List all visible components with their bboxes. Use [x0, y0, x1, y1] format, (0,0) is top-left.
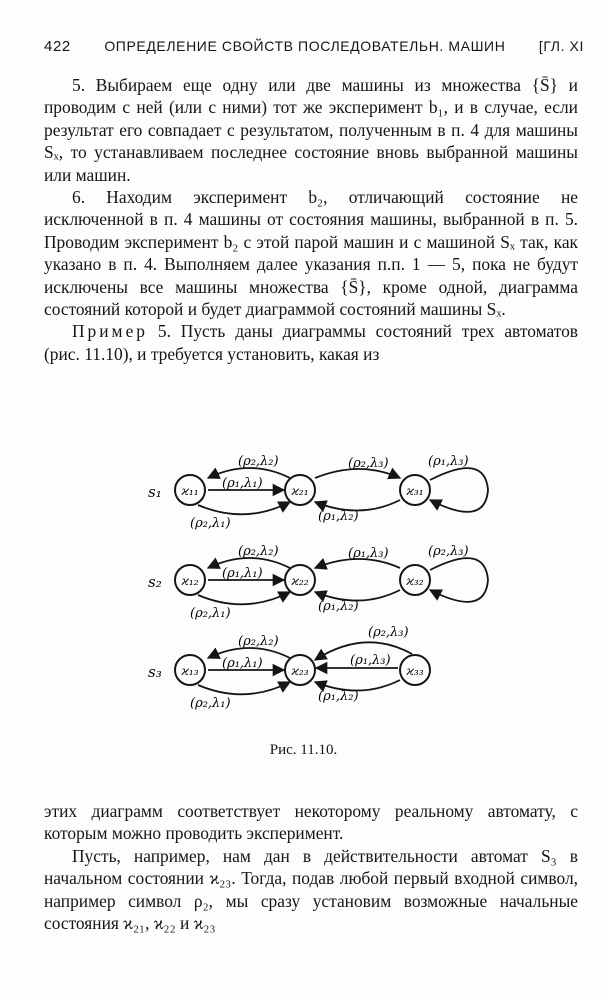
machine-s1: [148, 454, 488, 531]
machine-s3: [148, 625, 430, 711]
machine-label: s₂: [148, 573, 162, 591]
edge-label: (ρ₂,λ₂): [238, 544, 279, 559]
edge-label: (ρ₁,λ₁): [222, 566, 263, 581]
paragraph-example-walkthrough: Пусть, например, нам дан в действительности автомат S₃ в начальном состоянии ϰ₂₃. Тогда, подав любой первый входной символ, например символ ρ₂, мы сразу установим возможные начальные состояния ϰ₂₁, ϰ₂₂ и ϰ₂₃: [44, 845, 578, 934]
state-label: ϰ₂₃: [291, 664, 309, 678]
self-loop-arrow: [430, 558, 488, 602]
edge-label: (ρ₂,λ₂): [238, 634, 279, 649]
edge-label: (ρ₁,λ₃): [348, 546, 389, 561]
state-label: ϰ₁₂: [181, 574, 199, 588]
page-number: 422: [44, 38, 71, 55]
paragraph-continuation: этих диаграмм соответствует некоторому реальному автомату, с которым можно проводить эксперимент.: [44, 801, 578, 844]
edge-arrow: [198, 592, 290, 604]
edge-label: (ρ₁,λ₂): [318, 599, 359, 614]
state-label: ϰ₃₃: [406, 664, 424, 678]
state-label: ϰ₃₂: [406, 574, 424, 588]
edge-label: (ρ₁,λ₃): [350, 653, 391, 668]
edge-label: (ρ₂,λ₁): [190, 606, 231, 621]
state-label: ϰ₁₁: [181, 484, 199, 498]
state-label: ϰ₁₃: [181, 664, 199, 678]
edge-arrow: [198, 682, 290, 694]
edge-label: (ρ₂,λ₃): [348, 456, 389, 471]
edge-label: (ρ₂,λ₃): [368, 625, 409, 640]
edge-label: (ρ₂,λ₁): [190, 696, 231, 711]
chapter-marker: [ГЛ. XI: [538, 38, 584, 54]
body-text-bottom: [44, 800, 578, 934]
state-label: ϰ₃₁: [406, 484, 424, 498]
machine-label: s₃: [148, 663, 162, 681]
edge-label: (ρ₁,λ₂): [318, 509, 359, 524]
edge-label: (ρ₁,λ₁): [222, 656, 263, 671]
edge-label: (ρ₂,λ₁): [190, 516, 231, 531]
paragraph-step-6: 6. Находим эксперимент b₂, отличающий состояние не исключенной в п. 4 машины от состояния машины, выбранной в п. 5. Проводим эксперимент b₂ с этой парой машин и с машиной Sₓ так, как указано в п. 4. Выполняем далее указания п.п. 1 — 5, пока не будут исключены все машины множества {S̄}, кроме одной, диаграмма состояний которой и будет диаграммой состояний машины Sₓ.: [44, 187, 578, 320]
machine-s2: [148, 544, 488, 621]
example-label: Пример: [72, 321, 148, 342]
edge-arrow: [198, 502, 290, 514]
body-text-top: [44, 74, 578, 365]
paragraph-example: [44, 320, 578, 365]
state-label: ϰ₂₂: [291, 574, 309, 588]
edge-label: (ρ₁,λ₁): [222, 476, 263, 491]
running-header: [44, 38, 584, 55]
edge-label: (ρ₁,λ₂): [318, 689, 359, 704]
running-title: ОПРЕДЕЛЕНИЕ СВОЙСТВ ПОСЛЕДОВАТЕЛЬН. МАШИН: [104, 38, 506, 54]
edge-label: (ρ₂,λ₂): [238, 454, 279, 469]
state-label: ϰ₂₁: [291, 484, 309, 498]
figure-caption: Рис. 11.10.: [269, 742, 338, 758]
machine-label: s₁: [148, 483, 162, 501]
edge-label: (ρ₂,λ₃): [428, 544, 469, 559]
example-text: 5. Пусть даны диаграммы состояний трех автоматов (рис. 11.10), и требуется установить, какая из: [44, 321, 578, 364]
edge-label: (ρ₁,λ₃): [428, 454, 469, 469]
self-loop-arrow: [430, 468, 488, 512]
state-diagrams-figure: [140, 440, 500, 735]
paragraph-step-5: 5. Выбираем еще одну или две машины из множества {S̄} и проводим с ней (или с ними) тот же эксперимент b₁, и в случае, если результат его совпадает с результатом, полученным в п. 4 для машины Sₓ, то устанавливаем последнее состояние вновь выбранной машины или машин.: [44, 75, 578, 185]
state-diagrams-svg: [140, 440, 500, 730]
